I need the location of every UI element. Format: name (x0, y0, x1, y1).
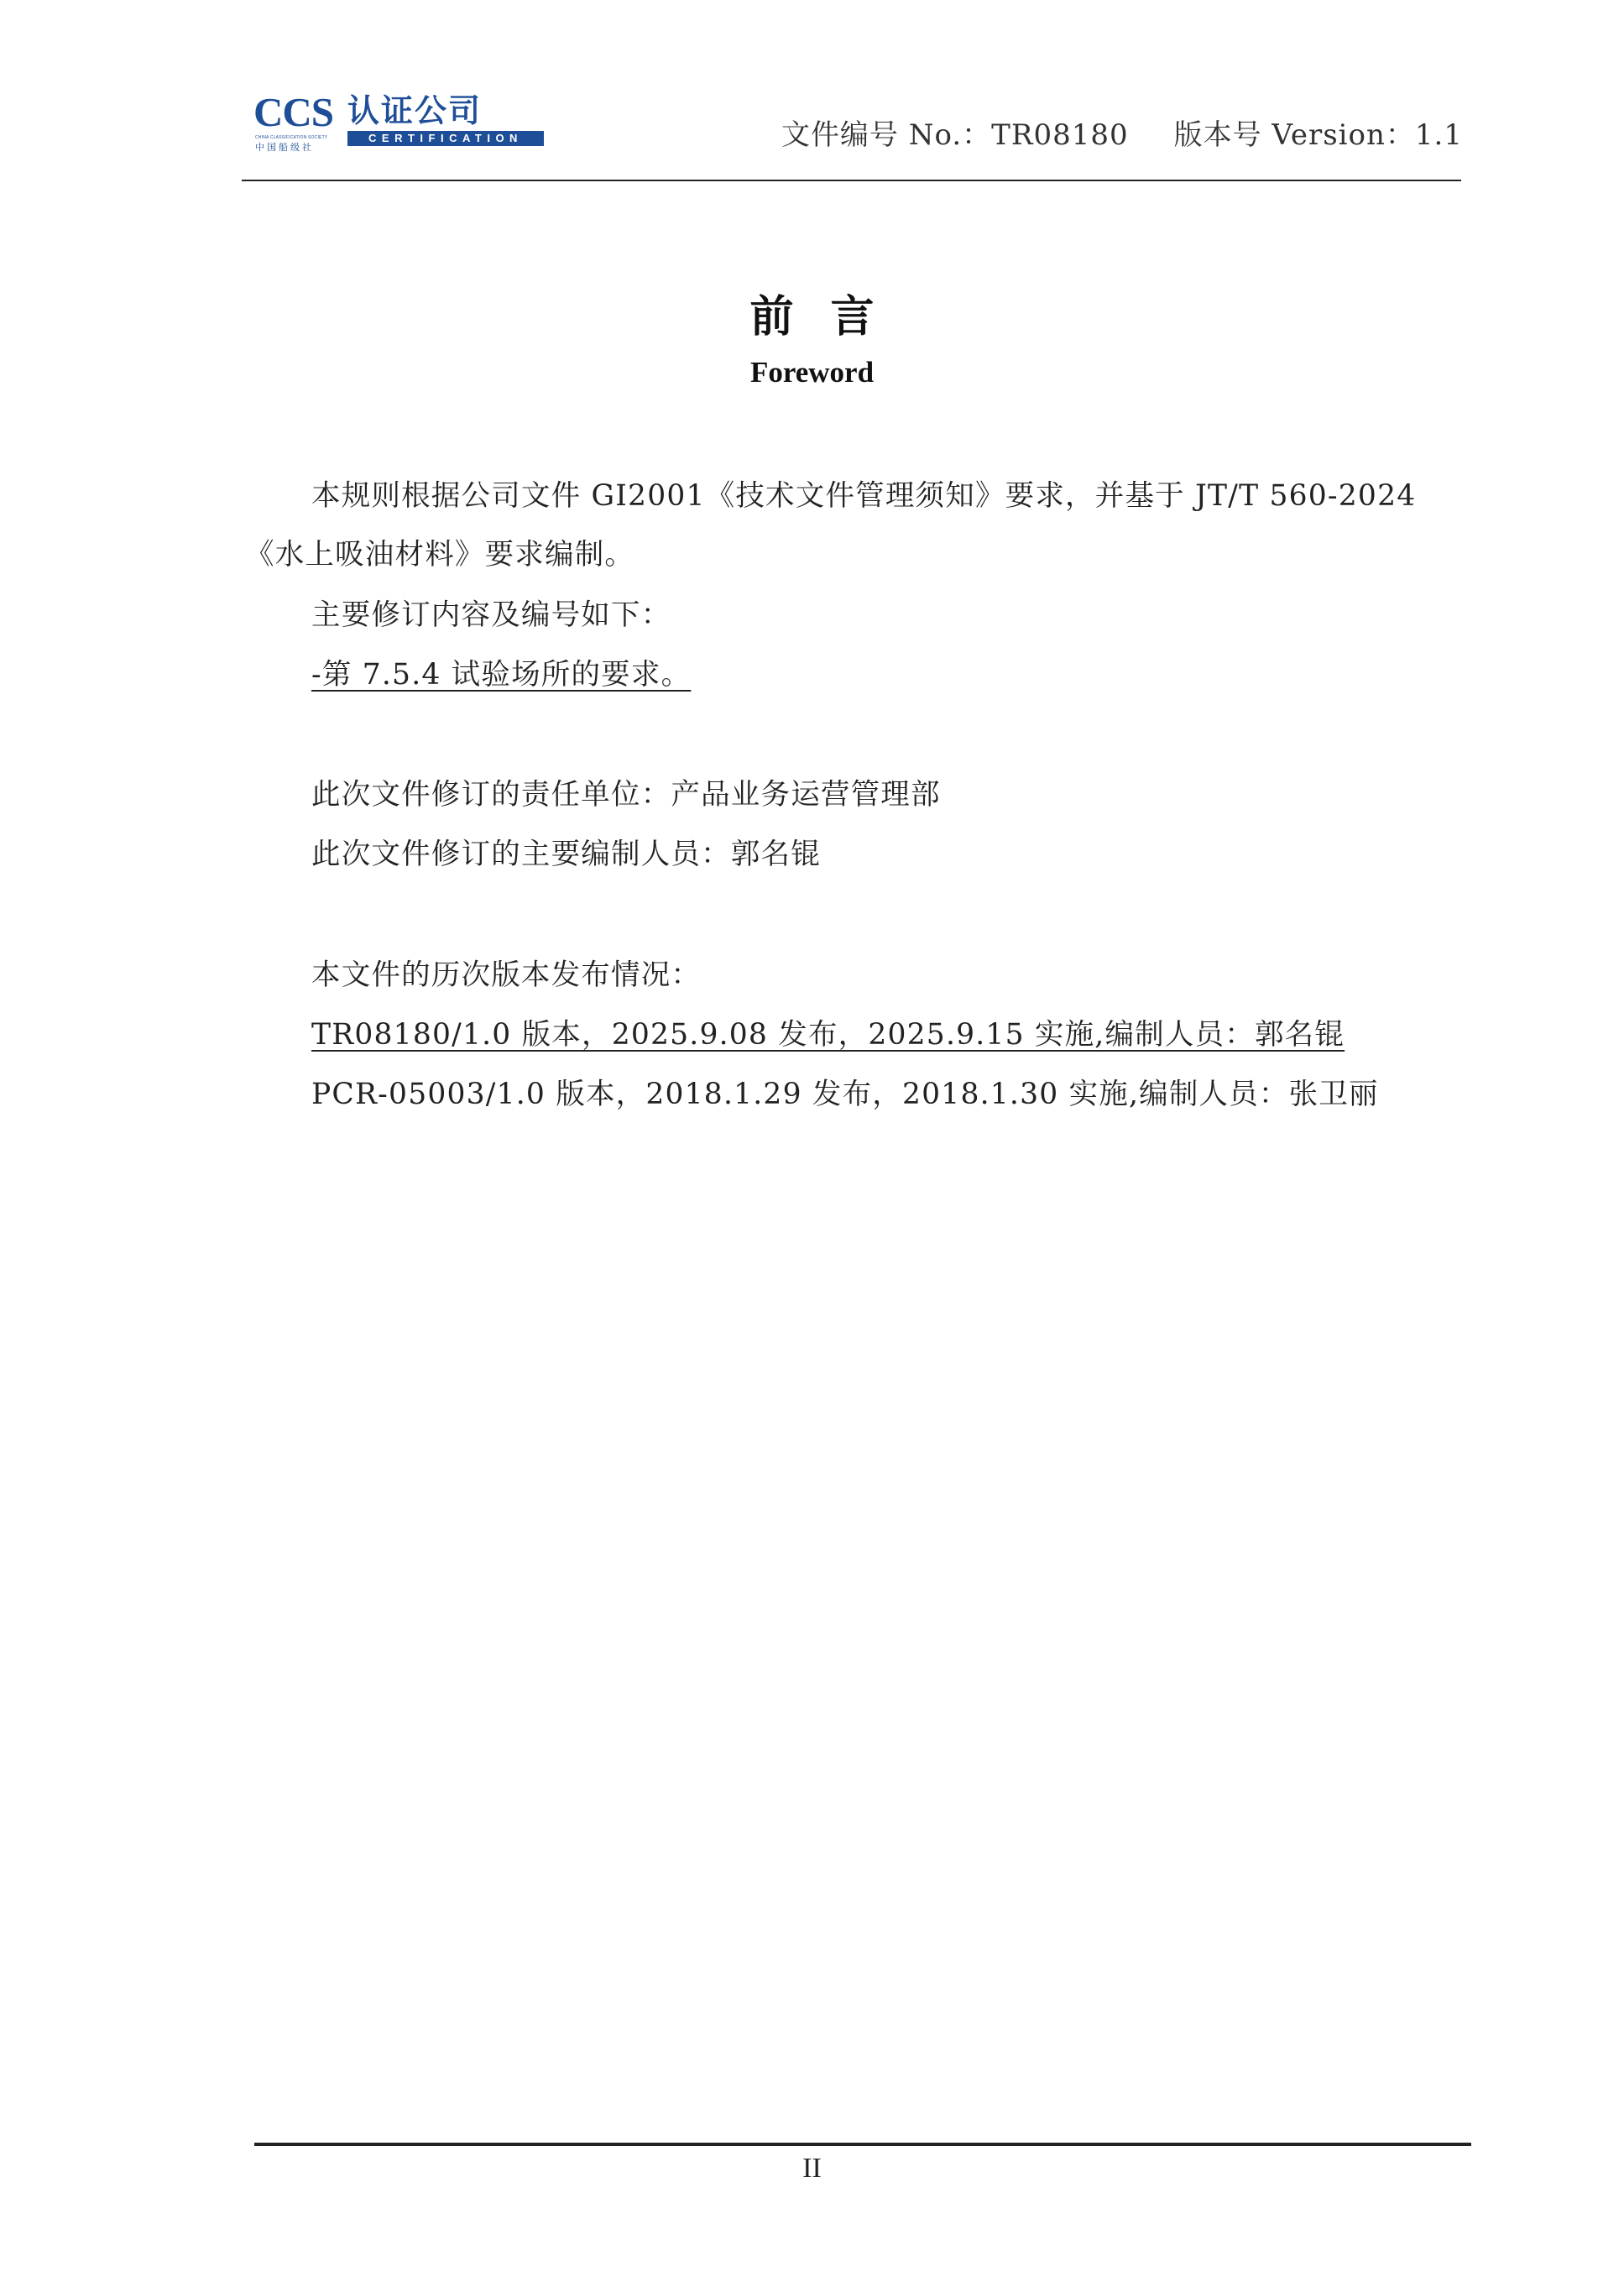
header-divider (242, 180, 1461, 181)
responsible-unit: 此次文件修订的责任单位：产品业务运营管理部 (311, 778, 941, 812)
history-entry: TR08180/1.0 版本，2025.9.08 发布，2025.9.15 实施,编制人员：郭名锟 (311, 1018, 1345, 1052)
revision-item: -第 7.5.4 试验场所的要求。 (311, 658, 692, 692)
doc-number: 文件编号 No.：TR08180 (781, 118, 1129, 152)
header-doc-info (781, 112, 1463, 153)
page-number: II (802, 2153, 822, 2184)
history-intro: 本文件的历次版本发布情况： (311, 958, 702, 992)
history-entry: PCR-05003/1.0 版本，2018.1.29 发布，2018.1.30 实施,编制人员：张卫丽 (311, 1078, 1379, 1111)
intro-paragraph-line-1: 本规则根据公司文件 GI2001《技术文件管理须知》要求，并基于 JT/T 560-2024 (311, 479, 1417, 513)
logo-ccs-text: CCS (253, 89, 334, 135)
main-author: 此次文件修订的主要编制人员：郭名锟 (311, 838, 821, 871)
page-subtitle: Foreword (749, 356, 875, 389)
page-title: 前言 (749, 291, 911, 342)
logo-society-en: CHINA CLASSIFICATION SOCIETY (255, 135, 328, 140)
footer-divider (254, 2143, 1471, 2146)
revision-intro: 主要修订内容及编号如下： (311, 598, 671, 632)
logo-company-name: 认证公司 (347, 92, 483, 129)
logo-certification-bar: CERTIFICATION (347, 131, 544, 146)
ccs-certification-logo (253, 89, 547, 153)
doc-version: 版本号 Version：1.1 (1173, 118, 1463, 152)
intro-paragraph-line-2: 《水上吸油材料》要求编制。 (245, 538, 635, 572)
logo-society-cn: 中国船级社 (255, 142, 314, 153)
